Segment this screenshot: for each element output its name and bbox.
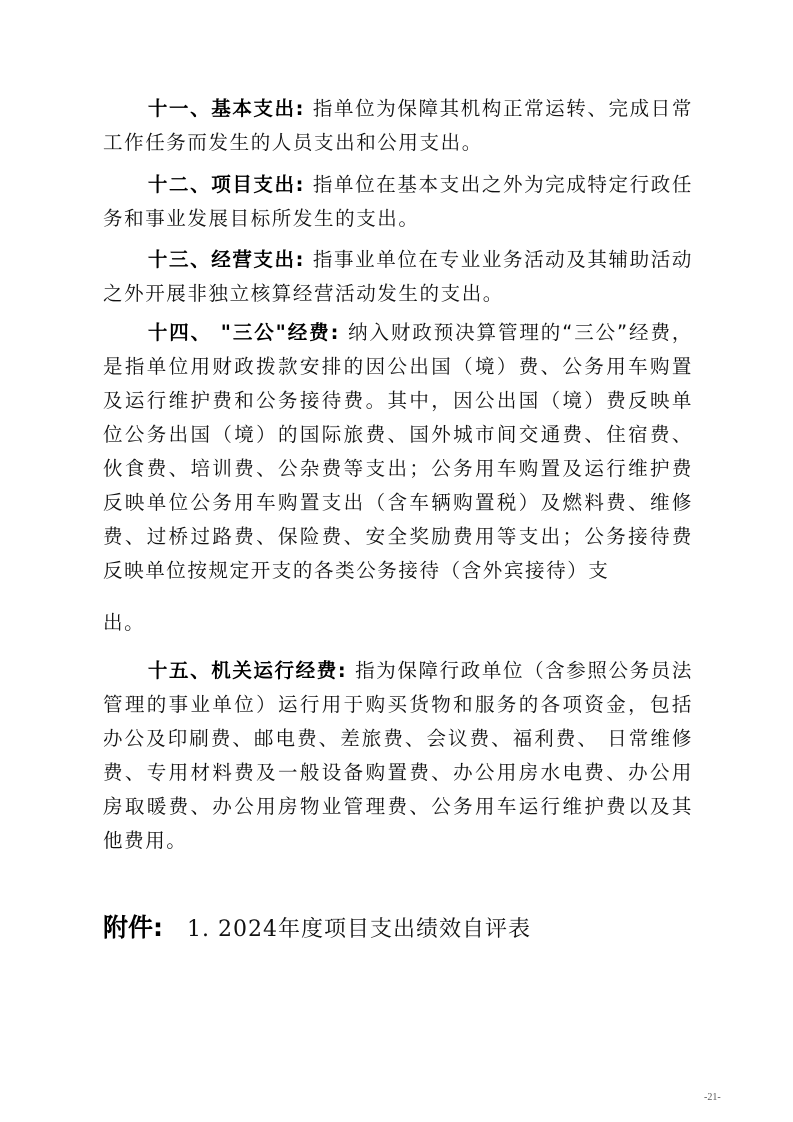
page-number: -21- bbox=[704, 1092, 721, 1103]
definition-project-expenditure bbox=[103, 168, 693, 236]
definition-term: 十四、 "三公"经费: bbox=[147, 321, 340, 344]
definition-text: 指为保障行政单位（含参照公务员法管理的事业单位）运行用于购买货物和服务的各项资金，包括办公及印刷费、邮电费、差旅费、会议费、福利费、 日常维修费、专用材料费及一般设备购置费、办公用房水电费、办公用房取暖费、办公用房物业管理费、公务用车运行维护费以及其他费用。 bbox=[103, 659, 693, 852]
definition-term: 十五、机关运行经费: bbox=[147, 659, 348, 682]
definition-continuation: 出。 bbox=[103, 611, 146, 634]
definition-text: 指事业单位在专业业务活动及其辅助活动之外开展非独立核算经营活动发生的支出。 bbox=[103, 248, 693, 305]
definition-operating-expenditure bbox=[103, 243, 693, 311]
definition-term: 十三、经营支出: bbox=[147, 248, 306, 271]
attachment-label: 附件: bbox=[103, 913, 163, 942]
attachment-line bbox=[103, 908, 531, 948]
definition-basic-expenditure bbox=[103, 92, 693, 160]
attachment-item: 1. 2024年度项目支出绩效自评表 bbox=[187, 917, 531, 942]
definition-term: 十二、项目支出: bbox=[147, 173, 306, 196]
definition-agency-operating-funds bbox=[103, 654, 693, 858]
definition-text: 纳入财政预决算管理的“三公”经费，是指单位用财政拨款安排的因公出国（境）费、公务用车购置及运行维护费和公务接待费。其中，因公出国（境）费反映单位公务出国（境）的国际旅费、国外城市间交通费、住宿费、伙食费、培训费、公杂费等支出；公务用车购置及运行维护费反映单位公务用车购置支出（含车辆购置税）及燃料费、维修费、过桥过路费、保险费、安全奖励费用等支出；公务接待费反映单位按规定开支的各类公务接待（含外宾接待）支 bbox=[103, 321, 693, 582]
definition-term: 十一、基本支出: bbox=[147, 97, 306, 120]
definition-three-public-expenses bbox=[103, 316, 693, 588]
definition-text: 指单位在基本支出之外为完成特定行政任务和事业发展目标所发生的支出。 bbox=[103, 173, 693, 230]
definition-text: 指单位为保障其机构正常运转、完成日常工作任务而发生的人员支出和公用支出。 bbox=[103, 97, 693, 154]
